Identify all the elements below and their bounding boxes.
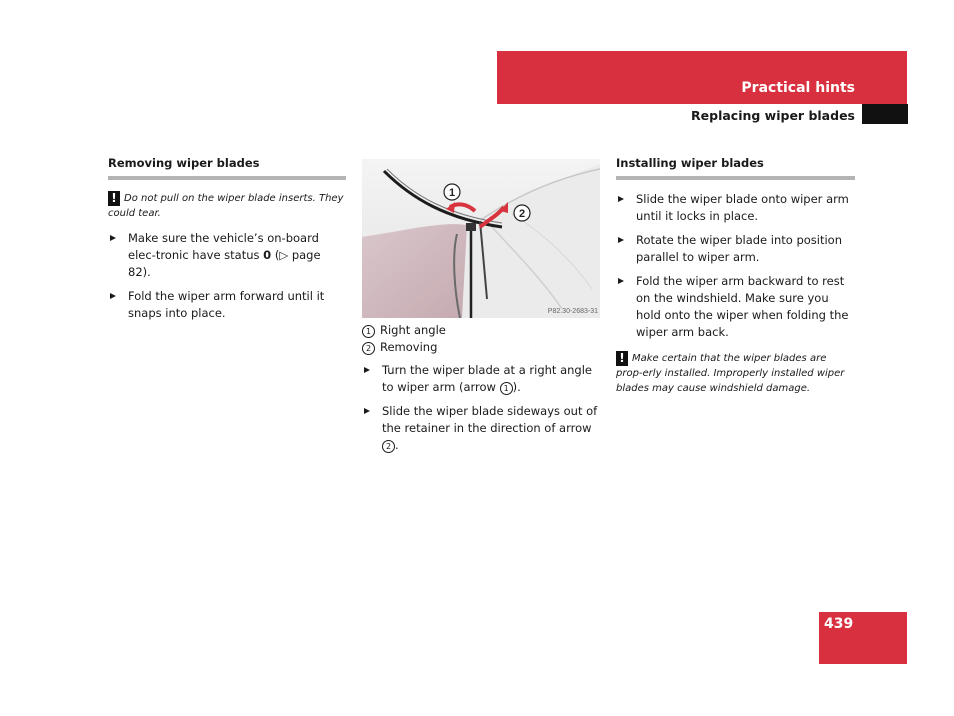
arrow-number: 2 xyxy=(382,440,395,453)
legend-number: 2 xyxy=(362,342,375,355)
warning-text: Make certain that the wiper blades are prop-erly installed. Improperly installed wiper blades may cause windshield damage. xyxy=(616,353,845,394)
removing-heading: Removing wiper blades xyxy=(108,156,260,170)
step-text: Slide the wiper blade sideways out of the retainer in the direction of arrow xyxy=(382,404,598,435)
subsection-title: Replacing wiper blades xyxy=(691,108,855,123)
page-number: 439 xyxy=(824,616,854,632)
wiper-illustration xyxy=(362,159,600,318)
callout-1-label: 1 xyxy=(448,187,456,199)
installing-steps xyxy=(616,191,855,341)
figure-text xyxy=(362,322,602,461)
wiper-blade-figure xyxy=(362,159,600,318)
figure-legend xyxy=(362,322,602,356)
list-item xyxy=(108,230,346,281)
removing-steps xyxy=(108,230,346,322)
installing-section xyxy=(616,156,855,396)
legend-item xyxy=(362,322,602,339)
section-title: Practical hints xyxy=(741,80,855,96)
callout-2-label: 2 xyxy=(518,208,526,220)
warning-icon: ! xyxy=(108,191,120,206)
list-item xyxy=(362,403,602,454)
figure-code: P82.30-2683-31 xyxy=(547,308,598,315)
legend-number: 1 xyxy=(362,325,375,338)
list-item xyxy=(108,288,346,322)
list-item: Slide the wiper blade onto wiper arm until it locks in place. xyxy=(616,191,855,225)
list-item xyxy=(362,362,602,396)
step-text: Turn the wiper blade at a right angle to wiper arm (arrow xyxy=(382,363,592,394)
installing-heading: Installing wiper blades xyxy=(616,156,764,170)
legend-item xyxy=(362,339,602,356)
warning-text: Do not pull on the wiper blade inserts. They could tear. xyxy=(108,193,344,219)
arrow-number: 1 xyxy=(500,382,513,395)
removing-section xyxy=(108,156,346,329)
status-value: 0 xyxy=(263,248,272,262)
legend-text: Removing xyxy=(380,340,438,354)
legend-text: Right angle xyxy=(380,323,446,337)
list-item: Rotate the wiper blade into position parallel to wiper arm. xyxy=(616,232,855,266)
page-reference: (▷ page 82). xyxy=(128,248,321,279)
header-band xyxy=(497,51,907,104)
step-text-end: ). xyxy=(512,380,521,394)
warning-note xyxy=(108,191,346,221)
header-tab-marker xyxy=(862,104,908,124)
figure-steps xyxy=(362,362,602,454)
warning-icon: ! xyxy=(616,351,628,366)
section-rule xyxy=(108,176,346,180)
warning-note xyxy=(616,351,855,396)
list-item: Fold the wiper arm backward to rest on the windshield. Make sure you hold onto the wiper when folding the wiper arm back. xyxy=(616,273,855,341)
section-rule xyxy=(616,176,855,180)
step-text: Make sure the vehicle’s on-board elec-tronic have status xyxy=(128,231,319,262)
step-text-end: . xyxy=(395,438,399,452)
step-text: Fold the wiper arm forward until it snaps into place. xyxy=(128,289,325,320)
